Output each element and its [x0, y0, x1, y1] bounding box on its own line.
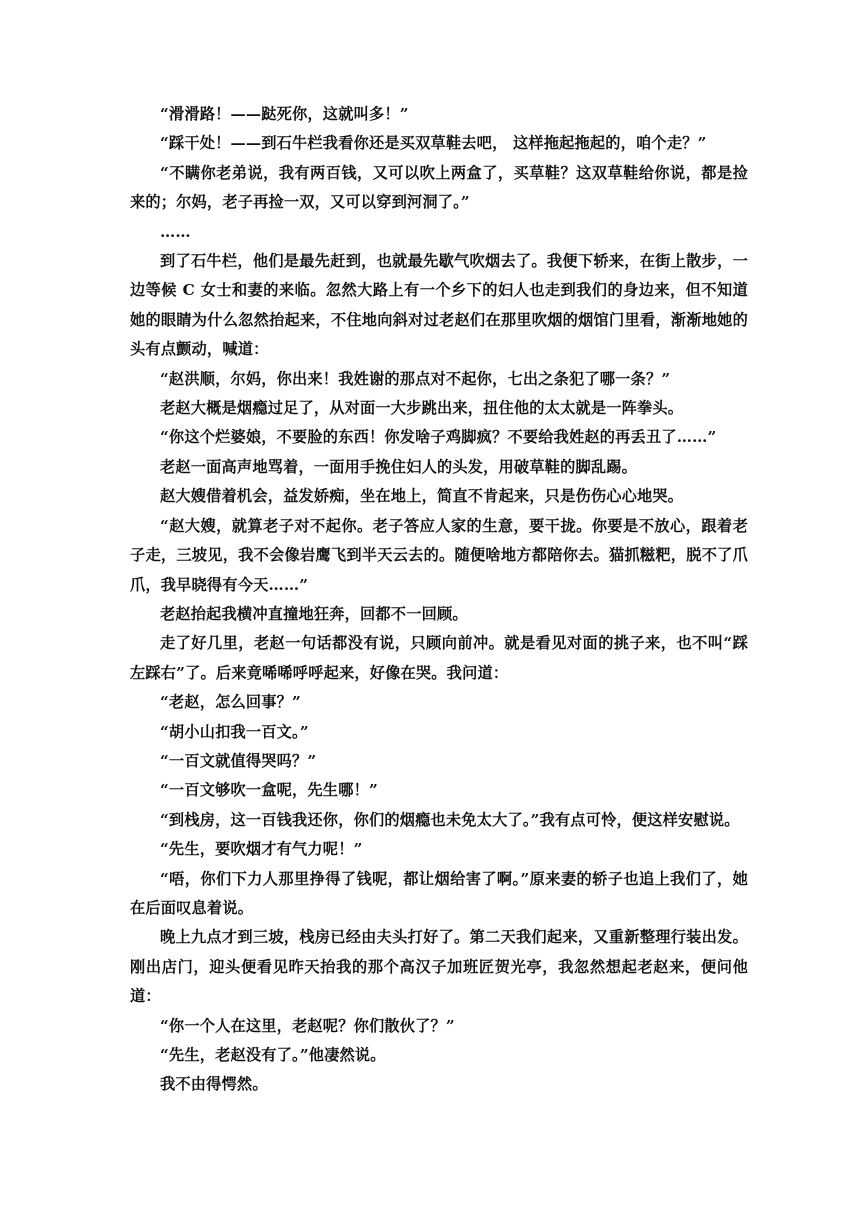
paragraph-17: “一百文够吹一盒呢，先生哪！” — [160, 781, 378, 800]
paragraph-2: “踩干处！——到石牛栏我看你还是买双草鞋去吧， 这样拖起拖起的，咱个走？” — [160, 134, 707, 153]
paragraph-20: “唔，你们下力人那里挣得了钱呢，都让烟给害了啊。”原来妻的轿子也追上我们了，她在后面叹息着说。 — [130, 869, 748, 917]
paragraph-1: “滑滑路！——跶死你，这就叫多！” — [160, 105, 409, 123]
paragraph-9: 老赵一面高声地骂着，一面用手挽住妇人的头发，用破草鞋的脚乱踢。 — [160, 457, 638, 476]
paragraph-18: “到栈房，这一百钱我还你，你们的烟瘾也未免太大了。”我有点可怜，便这样安慰说。 — [160, 810, 740, 829]
paragraph-3: “不瞒你老弟说，我有两百钱，又可以吹上两盒了，买草鞋？这双草鞋给你说，都是捡来的；尔妈，老子再捡一双，又可以穿到河洞了。” — [130, 163, 748, 212]
paragraph-11: “赵大嫂，就算老子对不起你。老子答应人家的生意，要干拢。你要是不放心，跟着老子走，三坡见，我不会像岩鹰飞到半天云去的。随便啥地方都陪你去。猫抓糍粑，脱不了爪爪，我早晓得有今天……” — [130, 516, 748, 594]
paragraph-13: 走了好几里，老赵一句话都没有说，只顾向前冲。就是看见对面的挑子来，也不叫“踩左踩右”了。后来竟唏唏呼呼起来，好像在哭。我问道： — [130, 634, 748, 682]
paragraph-12: 老赵抬起我横冲直撞地狂奔，回都不一回顾。 — [160, 604, 468, 623]
paragraph-21: 晚上九点才到三坡，栈房已经由夫头打好了。第二天我们起来，又重新整理行装出发。刚出店门，迎头便看见昨天抬我的那个高汉子加班匠贺光亭，我忽然想起老赵来，便问他道： — [130, 928, 748, 1006]
paragraph-10: 赵大嫂借着机会，益发娇痴，坐在地上，简直不肯起来，只是伤伤心心地哭。 — [160, 487, 684, 506]
paragraph-14: “老赵，怎么回事？” — [160, 693, 301, 712]
paragraph-8: “你这个烂婆娘，不要脸的东西！你发啥子鸡脚疯？不要给我姓赵的再丢丑了……” — [160, 428, 717, 447]
paragraph-6: “赵洪顺，尔妈，你出来！我姓谢的那点对不起你，七出之条犯了哪一条？” — [160, 369, 671, 388]
paragraph-24: 我不由得愕然。 — [160, 1075, 268, 1094]
paragraph-22: “你一个人在这里，老赵呢？你们散伙了？” — [160, 1016, 455, 1035]
paragraph-5: 到了石牛栏，他们是最先赶到，也就最先歇气吹烟去了。我便下轿来，在街上散步，一边等候 C 女士和妻的来临。忽然大路上有一个乡下的妇人也走到我们的身边来，但不知道她的眼睛为什么忽然抬起来，不住地向斜对过老赵们在那里吹烟的烟馆门里看，渐渐地她的头有点颤动，喊道： — [130, 252, 748, 359]
paragraph-16: “一百文就值得哭吗？” — [160, 751, 317, 770]
paragraph-7: 老赵大概是烟瘾过足了，从对面一大步跳出来，扭住他的太太就是一阵拳头。 — [160, 399, 684, 418]
paragraph-15: “胡小山扣我一百文。” — [160, 722, 309, 741]
ellipsis-line: …… — [160, 222, 191, 241]
paragraph-23: “先生，老赵没有了。”他凄然说。 — [160, 1046, 386, 1064]
paragraph-19: “先生，要吹烟才有气力呢！” — [160, 840, 363, 859]
